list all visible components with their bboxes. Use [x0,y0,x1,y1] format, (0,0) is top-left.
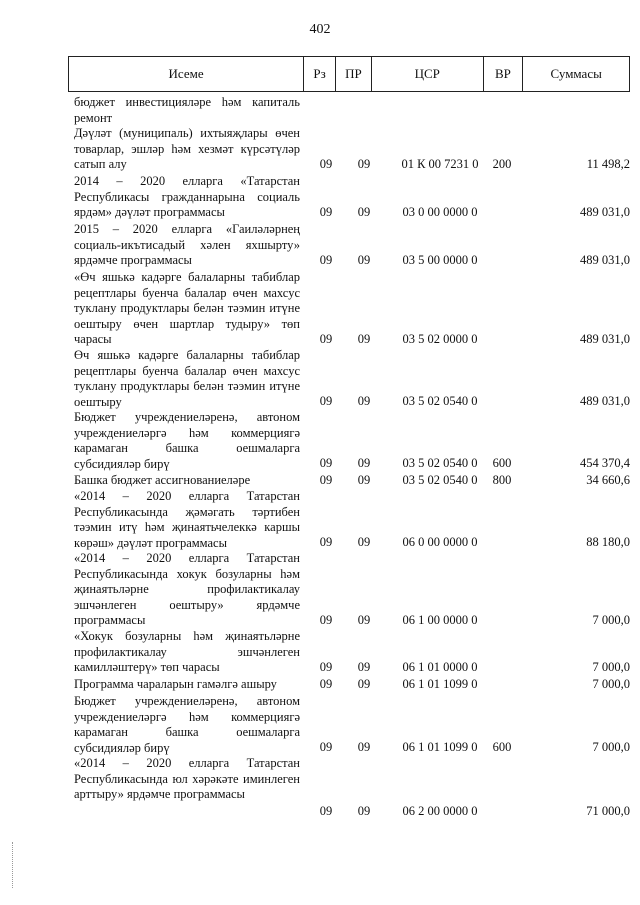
row-pr: 09 [357,157,371,171]
row-rz: 09 [319,740,333,754]
row-name: 2014 – 2020 елларга «Татарстан Республикасы гражданнарына социаль ярдәм» дәүләт программасы [74,174,300,219]
row-name: «Өч яшькә кадәрге балаларны табиблар рецептлары буенча балалар өчен махсус туклану продуктлары белән тәэмин итүне оештыру өчен шартлар тудыру» төп чарасы [74,270,300,346]
row-pr: 09 [357,740,371,754]
row-name: бюджет инвестицияләре һәм капиталь ремонт [74,95,300,125]
header-vr: ВР [484,57,524,91]
row-rz: 09 [319,332,333,346]
row-vr: 600 [492,456,512,470]
header-pr: ПР [336,57,372,91]
row-sum: 489 031,0 [580,394,630,408]
page-number: 402 [309,22,331,37]
row-name: «2014 – 2020 елларга Татарстан Республикасында юл хәрәкәте иминлеген арттыру» ярдәмче программасы [74,756,300,801]
row-name: Бюджет учреждениеләренә, автоном учреждениеләргә һәм коммерциягә карамаган башка оешмаларга субсидияләр бирү [74,410,300,471]
row-rz: 09 [319,804,333,818]
row-sum: 7 000,0 [592,677,630,691]
row-sum: 489 031,0 [580,332,630,346]
row-pr: 09 [357,473,371,487]
row-sum: 489 031,0 [580,253,630,267]
row-csr: 03 5 02 0000 0 [402,332,478,346]
row-rz: 09 [319,660,333,674]
row-pr: 09 [357,613,371,627]
row-name: Программа чараларын гамәлгә ашыру [74,677,277,691]
row-sum: 7 000,0 [592,613,630,627]
row-vr: 200 [492,157,512,171]
row-csr: 06 1 01 0000 0 [402,660,478,674]
row-csr: 06 1 01 1099 0 [402,677,478,691]
row-pr: 09 [357,253,371,267]
row-pr: 09 [357,677,371,691]
row-pr: 09 [357,332,371,346]
row-pr: 09 [357,394,371,408]
row-csr: 06 2 00 0000 0 [402,804,478,818]
row-rz: 09 [319,535,333,549]
row-csr: 06 1 00 0000 0 [402,613,478,627]
row-csr: 03 5 02 0540 0 [402,473,478,487]
row-rz: 09 [319,677,333,691]
row-rz: 09 [319,157,333,171]
row-name: Бюджет учреждениеләренә, автоном учреждениеләргә һәм коммерциягә карамаган башка оешмаларга субсидияләр бирү [74,694,300,755]
margin-scan-mark [12,842,14,888]
row-name: Башка бюджет ассигнованиеләре [74,473,251,487]
row-sum: 34 660,6 [586,473,630,487]
row-rz: 09 [319,205,333,219]
row-sum: 454 370,4 [580,456,630,470]
row-csr: 03 0 00 0000 0 [402,205,478,219]
row-pr: 09 [357,205,371,219]
row-name: 2015 – 2020 елларга «Гаиләләрнең социаль-икътисадый хәлен яхшырту» ярдәмче программасы [74,222,300,267]
header-name: Исеме [69,57,304,91]
row-vr: 800 [492,473,512,487]
row-name: «2014 – 2020 елларга Татарстан Республикасында җәмәгать тәртибен тәэмин итү һәм җинаятьчелеккә каршы көрәш» дәүләт программасы [74,489,300,550]
row-sum: 489 031,0 [580,205,630,219]
row-rz: 09 [319,394,333,408]
row-csr: 01 К 00 7231 0 [401,157,479,171]
row-sum: 7 000,0 [592,740,630,754]
row-rz: 09 [319,473,333,487]
row-csr: 03 5 00 0000 0 [402,253,478,267]
row-csr: 03 5 02 0540 0 [402,394,478,408]
row-csr: 06 1 01 1099 0 [402,740,478,754]
row-name: «2014 – 2020 елларга Татарстан Республикасында хокук бозуларны һәм җинаятьләрне профилактикалау эшчәнлеген оештыру» ярдәмче программасы [74,551,300,627]
row-name: «Хокук бозуларны һәм җинаятьләрне профилактикалау эшчәнлеген камилләштерү» төп чарасы [74,629,300,674]
row-csr: 06 0 00 0000 0 [402,535,478,549]
header-rz: Рз [304,57,336,91]
row-name: Өч яшькә кадәрге балаларны табиблар рецептлары буенча балалар өчен махсус туклану продуктлары белән тәэмин итүне оештыру [74,348,300,409]
row-pr: 09 [357,804,371,818]
row-csr: 03 5 02 0540 0 [402,456,478,470]
header-csr: ЦСР [372,57,484,91]
row-pr: 09 [357,660,371,674]
row-rz: 09 [319,613,333,627]
row-pr: 09 [357,535,371,549]
row-vr: 600 [492,740,512,754]
row-pr: 09 [357,456,371,470]
row-sum: 88 180,0 [586,535,630,549]
header-sum: Суммасы [550,66,602,81]
row-sum: 7 000,0 [592,660,630,674]
row-rz: 09 [319,253,333,267]
row-sum: 11 498,2 [586,157,630,171]
row-name: Дәүләт (муниципаль) ихтыяҗлары өчен товарлар, эшләр һәм хезмәт күрсәтүләр сатып алу [74,126,300,171]
row-sum: 71 000,0 [586,804,630,818]
row-rz: 09 [319,456,333,470]
